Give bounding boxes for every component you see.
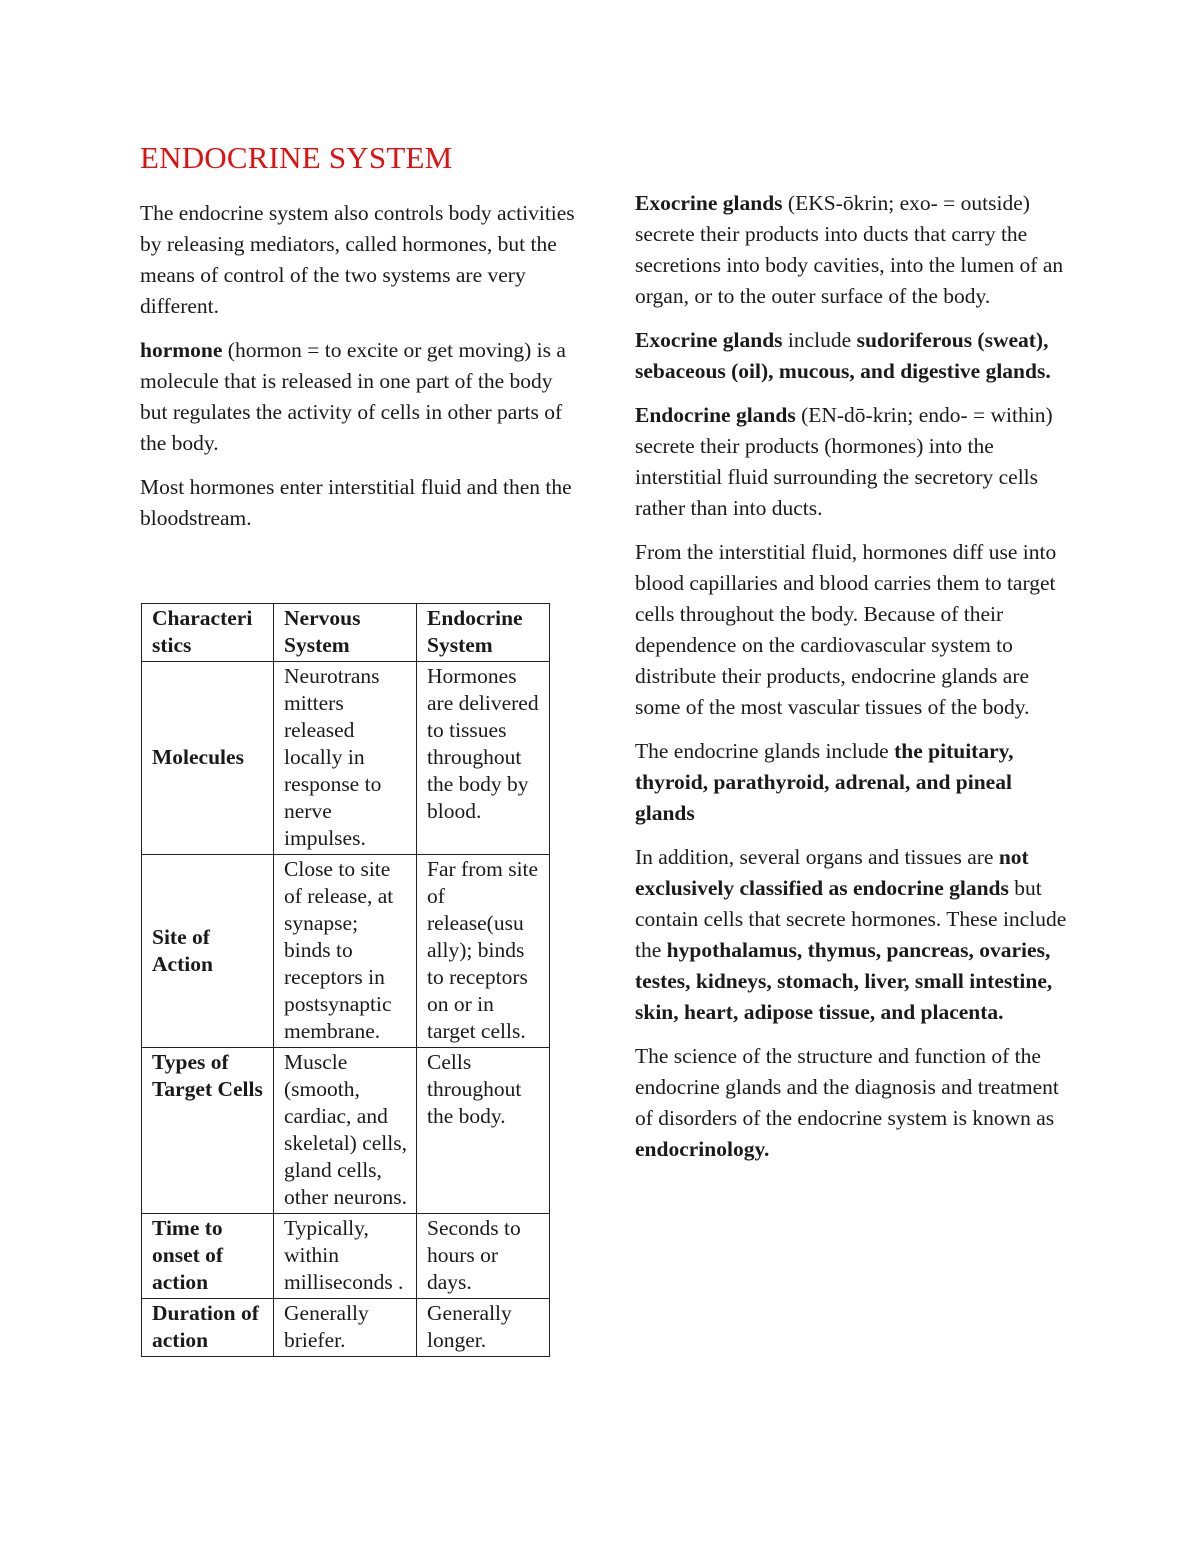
- endocrine-definition-text: (EN-dō-krin; endo- = within) secrete their products (hormones) into the interstitial fluid surrounding the secretory cells rather than into ducts.: [635, 403, 1053, 520]
- left-column: [140, 198, 580, 547]
- exocrine-term-2: Exocrine glands: [635, 328, 783, 352]
- endocrine-cell: Generally longer.: [417, 1299, 550, 1357]
- endocrinology-term: endocrinology.: [635, 1137, 770, 1161]
- table-row: [142, 662, 550, 855]
- endocrine-gland-list: the pituitary, thyroid, parathyroid, adrenal, and pineal glands: [635, 739, 1014, 825]
- endocrine-cell: Cells throughout the body.: [417, 1048, 550, 1214]
- page-title: ENDOCRINE SYSTEM: [140, 140, 453, 175]
- endocrine-cell: Seconds to hours or days.: [417, 1214, 550, 1299]
- table-header-row: [142, 604, 550, 662]
- exocrine-examples-connector: include: [782, 328, 857, 352]
- exocrine-definition-text: (EKS-ōkrin; exo- = outside) secrete their products into ducts that carry the secretions into body cavities, into the lumen of an organ, or to the outer surface of the body.: [635, 191, 1064, 308]
- row-label: Time to onset of action: [142, 1214, 274, 1299]
- other-organs-list: hypothalamus, thymus, pancreas, ovaries, testes, kidneys, stomach, liver, small intestine, skin, heart, adipose tissue, and placenta.: [635, 938, 1053, 1024]
- other-organs-paragraph: [635, 842, 1075, 1028]
- nervous-cell: Close to site of release, at synapse; binds to receptors in postsynaptic membrane.: [274, 855, 417, 1048]
- table-row: [142, 855, 550, 1048]
- intro-paragraph: The endocrine system also controls body activities by releasing mediators, called hormones, but the means of control of the two systems are very different.: [140, 201, 575, 318]
- diffusion-paragraph: From the interstitial fluid, hormones diff use into blood capillaries and blood carries them to target cells throughout the body. Because of their dependence on the cardiovascular system to distribute their products, endocrine glands are some of the most vascular tissues of the body.: [635, 540, 1057, 719]
- bloodstream-paragraph: Most hormones enter interstitial fluid and then the bloodstream.: [140, 475, 572, 530]
- row-label: Site of Action: [142, 855, 274, 1048]
- endocrine-cell: Hormones are delivered to tissues throughout the body by blood.: [417, 662, 550, 855]
- nervous-cell: Generally briefer.: [274, 1299, 417, 1357]
- endocrine-cell: Far from site of release(usu ally); binds to receptors on or in target cells.: [417, 855, 550, 1048]
- header-endocrine: Endocrine System: [417, 604, 550, 662]
- endocrinology-paragraph: [635, 1041, 1075, 1165]
- not-exclusive-phrase: not exclusively classified as endocrine glands: [635, 845, 1029, 900]
- endocrine-glands-paragraph: [635, 736, 1075, 829]
- header-characteristics: Characteri stics: [142, 604, 274, 662]
- exocrine-gland-list: sudoriferous (sweat), sebaceous (oil), mucous, and digestive glands.: [635, 328, 1051, 383]
- other-organs-intro: In addition, several organs and tissues are: [635, 845, 999, 869]
- nervous-cell: Neurotrans mitters released locally in response to nerve impulses.: [274, 662, 417, 855]
- endocrine-term: Endocrine glands: [635, 403, 796, 427]
- endocrine-glands-intro: The endocrine glands include: [635, 739, 895, 763]
- nervous-cell: Typically, within milliseconds .: [274, 1214, 417, 1299]
- row-label: Duration of action: [142, 1299, 274, 1357]
- exocrine-definition: [635, 188, 1075, 312]
- endocrine-definition: [635, 400, 1075, 524]
- endocrinology-intro: The science of the structure and function of the endocrine glands and the diagnosis and treatment of disorders of the endocrine system is known as: [635, 1044, 1059, 1130]
- exocrine-term: Exocrine glands: [635, 191, 783, 215]
- comparison-table: [141, 603, 550, 1357]
- right-column: [635, 188, 1075, 1178]
- row-label: Types of Target Cells: [142, 1048, 274, 1214]
- table-row: [142, 1299, 550, 1357]
- hormone-term: hormone: [140, 338, 223, 362]
- hormone-definition-text: (hormon = to excite or get moving) is a molecule that is released in one part of the body but regulates the activity of cells in other parts of the body.: [140, 338, 566, 455]
- nervous-cell: Muscle (smooth, cardiac, and skeletal) cells, gland cells, other neurons.: [274, 1048, 417, 1214]
- header-nervous: Nervous System: [274, 604, 417, 662]
- table-row: [142, 1214, 550, 1299]
- hormone-definition: [140, 335, 580, 459]
- exocrine-examples: [635, 325, 1075, 387]
- row-label: Molecules: [142, 662, 274, 855]
- other-organs-mid: but contain cells that secrete hormones. These include the: [635, 876, 1067, 962]
- table-row: [142, 1048, 550, 1214]
